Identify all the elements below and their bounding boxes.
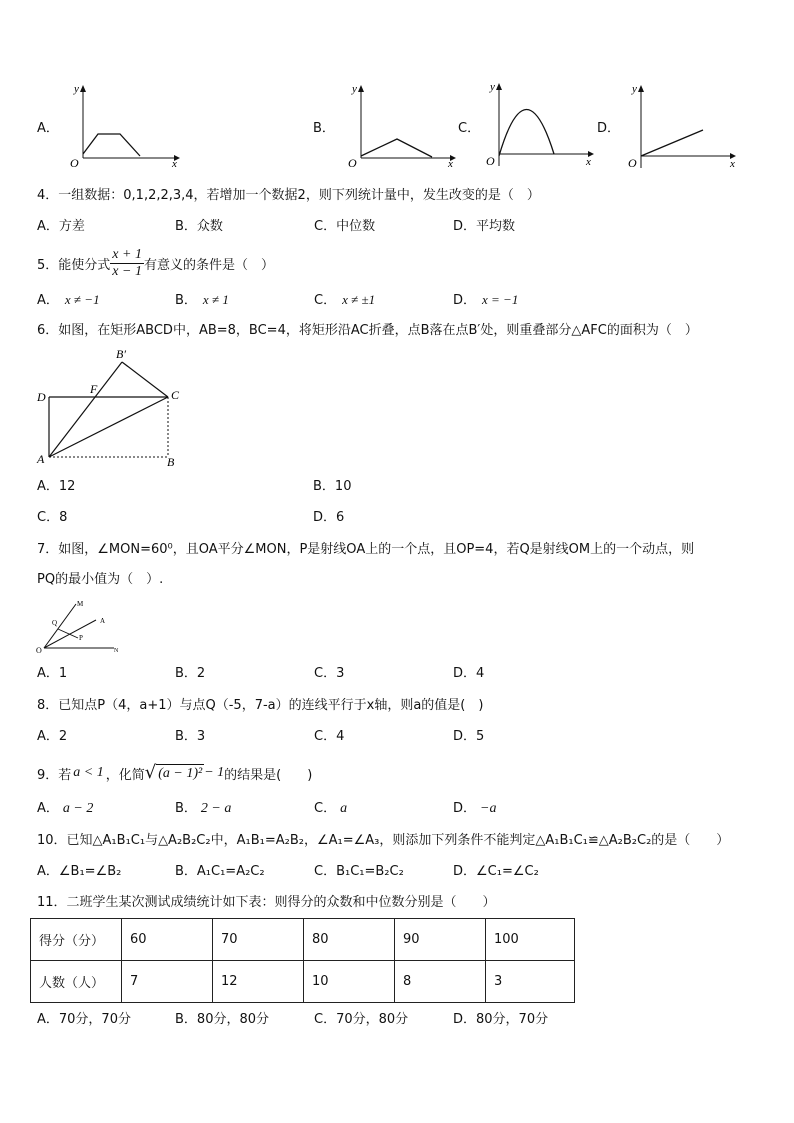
q3c-x-label: x xyxy=(586,156,591,168)
q7-label-o: O xyxy=(36,646,42,655)
q5-fraction xyxy=(110,247,144,280)
q7-option-a: A．1 xyxy=(37,666,68,681)
q5-option-a-math: x ≠ −1 xyxy=(64,292,100,307)
q9-option-a xyxy=(37,801,93,817)
q4-option-d: D．平均数 xyxy=(453,219,516,234)
q8-option-a: A．2 xyxy=(37,729,68,744)
q9-stem-mid: ，化简 xyxy=(105,767,145,783)
q3d-y-label: y xyxy=(632,83,637,95)
q9-option-b-math: 2 − a xyxy=(200,801,232,816)
q9-option-d xyxy=(453,801,496,817)
table-cell: 60 xyxy=(122,919,213,961)
q10-stem: 10．已知△A₁B₁C₁与△A₂B₂C₂中，A₁B₁=A₂B₂，∠A₁=∠A₃，则添加下列条件不能判定△A₁B₁C₁≌△A₂B₂C₂的是（ ） xyxy=(37,833,730,848)
q3a-x-label: x xyxy=(172,158,177,170)
q8-option-c: C．4 xyxy=(314,729,345,744)
q6-label-d: D xyxy=(37,390,46,404)
q11-score-table xyxy=(30,918,575,1003)
q7-stem-line2: PQ的最小值为（ ）. xyxy=(37,572,164,587)
q6-label-b: B xyxy=(167,455,175,469)
table-row xyxy=(31,961,575,1003)
q5-option-d-math: x = −1 xyxy=(482,292,519,307)
table-cell: 人数（人） xyxy=(31,961,122,1003)
q7-stem-line1: 7．如图，∠MON=60⁰，且OA平分∠MON，P是射线OA上的一个点，且OP=4，若Q是射线OM上的一个动点，则 xyxy=(37,542,695,557)
q3b-origin-label: O xyxy=(348,156,357,170)
q6-option-b: B．10 xyxy=(313,479,352,494)
q5-stem-after: 有意义的条件是（ ） xyxy=(143,257,274,273)
q5-option-b-letter: B． xyxy=(175,293,197,308)
q9-option-b xyxy=(175,801,231,817)
table-row xyxy=(31,919,575,961)
q8-option-d: D．5 xyxy=(453,729,485,744)
table-cell: 得分（分） xyxy=(31,919,122,961)
q3d-x-label: x xyxy=(730,158,735,170)
q3a-y-label: y xyxy=(74,83,79,95)
q10-option-a: A．∠B₁=∠B₂ xyxy=(37,864,122,879)
q9-option-c xyxy=(314,801,347,817)
q5-fraction-denominator: x − 1 xyxy=(112,263,142,279)
q3-graph-b xyxy=(340,80,460,172)
q3-option-d-label: D． xyxy=(597,121,621,136)
q6-option-a: A．12 xyxy=(37,479,76,494)
q9-radicand: (a − 1)² xyxy=(158,766,203,781)
table-cell: 70 xyxy=(213,919,304,961)
q4-option-b: B．众数 xyxy=(175,219,223,234)
q7-option-d: D．4 xyxy=(453,666,485,681)
q10-option-b: B．A₁C₁=A₂C₂ xyxy=(175,864,265,879)
q7-option-b: B．2 xyxy=(175,666,206,681)
table-cell: 10 xyxy=(304,961,395,1003)
q5-fraction-numerator: x + 1 xyxy=(112,246,142,262)
q6-label-f: F xyxy=(90,382,98,396)
q7-label-n: N xyxy=(114,648,119,654)
q6-option-d: D．6 xyxy=(313,510,345,525)
table-cell: 100 xyxy=(486,919,575,961)
q3b-x-label: x xyxy=(448,158,453,170)
q6-figure xyxy=(34,344,184,472)
q4-option-c: C．中位数 xyxy=(314,219,376,234)
table-cell: 90 xyxy=(395,919,486,961)
q5-option-a-letter: A． xyxy=(37,293,59,308)
q4-stem: 4．一组数据：0,1,2,2,3,4，若增加一个数据2，则下列统计量中，发生改变的是（ ） xyxy=(37,188,540,203)
q9-condition: a < 1 xyxy=(73,765,104,780)
q7-option-c: C．3 xyxy=(314,666,345,681)
q11-stem: 11．二班学生某次测试成绩统计如下表：则得分的众数和中位数分别是（ ） xyxy=(37,895,496,910)
q5-option-a xyxy=(37,292,100,309)
q6-label-a: A xyxy=(37,452,45,466)
q9-stem-before: 9．若 xyxy=(37,767,72,783)
q3b-y-label: y xyxy=(352,83,357,95)
q5-option-d-letter: D． xyxy=(453,293,477,308)
q3c-origin-label: O xyxy=(486,154,495,168)
q8-stem: 8．已知点P（4，a+1）与点Q（-5，7-a）的连线平行于x轴，则a的值是( ) xyxy=(37,698,484,713)
q3d-origin-label: O xyxy=(628,156,637,170)
q9-option-c-math: a xyxy=(340,801,348,816)
q4-option-a: A．方差 xyxy=(37,219,85,234)
q3c-y-label: y xyxy=(490,81,495,93)
q6-stem: 6．如图，在矩形ABCD中，AB=8，BC=4，将矩形沿AC折叠，点B落在点B′处，则重叠部分△AFC的面积为（ ） xyxy=(37,323,698,338)
radical-icon: √ xyxy=(144,762,157,783)
q5-option-c xyxy=(314,292,375,309)
q3-graph-c xyxy=(478,78,600,170)
q6-label-c: C xyxy=(171,388,180,402)
q5-option-b-math: x ≠ 1 xyxy=(202,292,229,307)
q9-option-a-letter: A． xyxy=(37,801,59,816)
q6-label-bprime: B′ xyxy=(116,347,126,361)
q9-stem xyxy=(37,761,312,785)
q3-graph-d xyxy=(620,80,742,172)
q10-option-d: D．∠C₁=∠C₂ xyxy=(453,864,539,879)
q11-option-a: A．70分，70分 xyxy=(37,1012,131,1027)
q11-option-b: B．80分，80分 xyxy=(175,1012,270,1027)
q11-option-d: D．80分，70分 xyxy=(453,1012,549,1027)
q3-option-c-label: C． xyxy=(458,121,481,136)
q7-label-q: Q xyxy=(52,619,58,627)
q10-option-c: C．B₁C₁=B₂C₂ xyxy=(314,864,404,879)
q7-label-a: A xyxy=(100,617,106,625)
q9-option-c-letter: C． xyxy=(314,801,337,816)
q3a-origin-label: O xyxy=(70,156,79,170)
q11-option-c: C．70分，80分 xyxy=(314,1012,409,1027)
q5-stem-before: 5．能使分式 xyxy=(37,257,111,273)
q3-option-b-label: B． xyxy=(313,121,335,136)
q5-option-c-letter: C． xyxy=(314,293,337,308)
q5-option-b xyxy=(175,292,229,309)
table-cell: 3 xyxy=(486,961,575,1003)
table-cell: 8 xyxy=(395,961,486,1003)
q7-label-m: M xyxy=(77,600,84,608)
q9-option-a-math: a − 2 xyxy=(62,801,94,816)
q5-option-d xyxy=(453,292,518,309)
q7-label-p: P xyxy=(79,634,83,642)
q9-option-b-letter: B． xyxy=(175,801,197,816)
q9-tail: − 1 xyxy=(204,765,225,780)
table-cell: 7 xyxy=(122,961,213,1003)
q3-graph-a xyxy=(62,80,187,172)
q9-stem-after: 的结果是( ) xyxy=(224,767,313,783)
q5-stem xyxy=(37,244,274,282)
q9-option-d-letter: D． xyxy=(453,801,477,816)
q3-option-a-label: A． xyxy=(37,121,59,136)
q6-option-c: C．8 xyxy=(37,510,68,525)
table-cell: 12 xyxy=(213,961,304,1003)
q8-option-b: B．3 xyxy=(175,729,206,744)
table-cell: 80 xyxy=(304,919,395,961)
q9-option-d-math: −a xyxy=(480,801,497,816)
q5-option-c-math: x ≠ ±1 xyxy=(342,292,376,307)
q7-figure xyxy=(34,596,124,656)
